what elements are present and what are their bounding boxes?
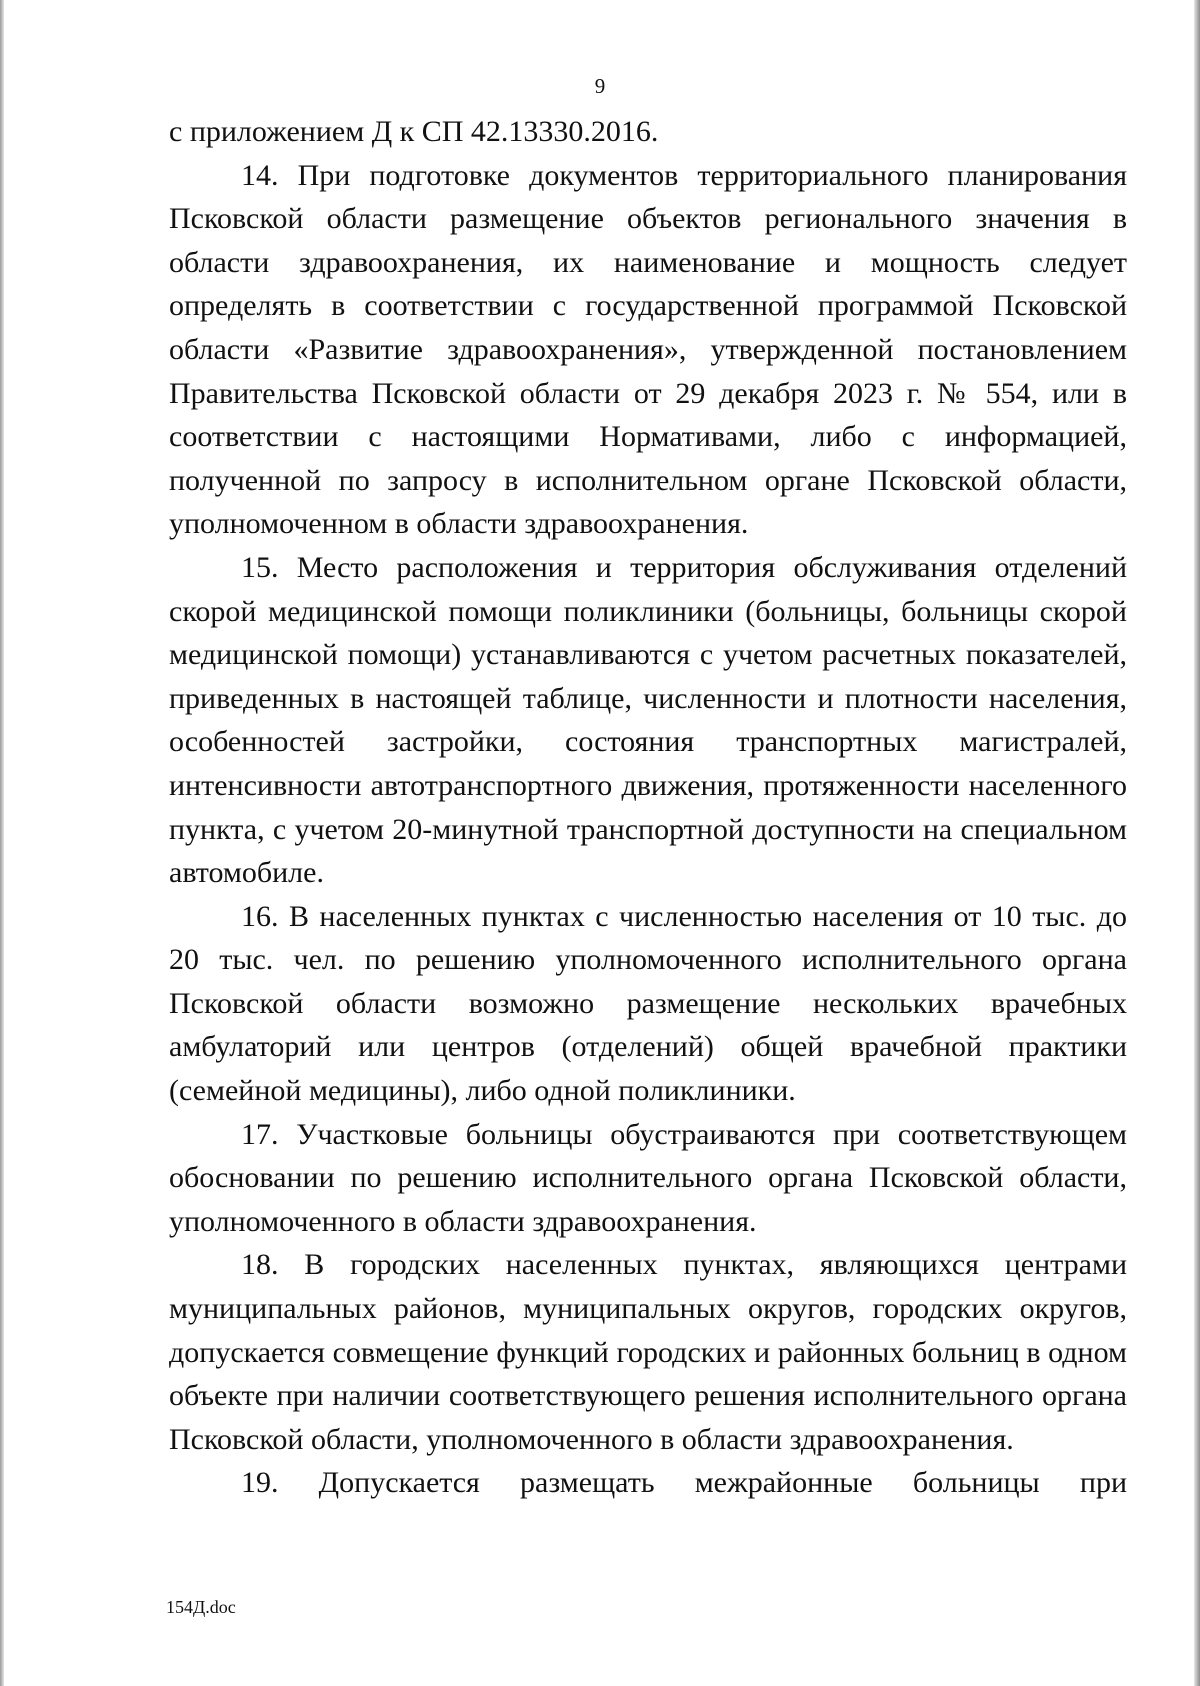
paragraph-14: 14. При подготовке документов территориального планирования Псковской области размещение объектов регионального значения в области здравоохранения, их наименование и мощность следует определять в соответствии с государственной программой Псковской области «Развитие здравоохранения», утвержденной постановлением Правительства Псковской области от 29 декабря 2023 г. № 554, или в соответствии с настоящими Нормативами, либо с информацией, полученной по запросу в исполнительном органе Псковской области, уполномоченном в области здравоохранения.: [169, 158, 1127, 541]
scan-edge-left: [0, 0, 4, 1686]
paragraph-continuation: с приложением Д к СП 42.13330.2016.: [169, 115, 659, 148]
document-body: [169, 110, 1127, 1505]
paragraph-18: 18. В городских населенных пунктах, являющихся центрами муниципальных районов, муниципальных округов, городских округов, допускается совмещение функций городских и районных больниц в одном объекте при наличии соответствующего решения исполнительного органа Псковской области, уполномоченного в области здравоохранения.: [169, 1248, 1127, 1456]
page-number: 9: [594, 74, 606, 98]
scan-edge-right: [1194, 0, 1200, 1686]
paragraph-19: 19. Допускается размещать межрайонные больницы при: [241, 1466, 1127, 1500]
paragraph-15: 15. Место расположения и территория обслуживания отделений скорой медицинской помощи поликлиники (больницы, больницы скорой медицинской помощи) устанавливаются с учетом расчетных показателей, приведенных в настоящей таблице, численности и плотности населения, особенностей застройки, состояния транспортных магистралей, интенсивности автотранспортного движения, протяженности населенного пункта, с учетом 20-минутной транспортной доступности на специальном автомобиле.: [169, 550, 1127, 890]
paragraph-17: 17. Участковые больницы обустраиваются при соответствующем обосновании по решению исполнительного органа Псковской области, уполномоченного в области здравоохранения.: [169, 1117, 1127, 1238]
paragraph-16: 16. В населенных пунктах с численностью населения от 10 тыс. до 20 тыс. чел. по решению уполномоченного исполнительного органа Псковской области возможно размещение нескольких врачебных амбулаторий или центров (отделений) общей врачебной практики (семейной медицины), либо одной поликлиники.: [169, 899, 1127, 1108]
footer-filename: 154Д.doc: [166, 1597, 236, 1617]
